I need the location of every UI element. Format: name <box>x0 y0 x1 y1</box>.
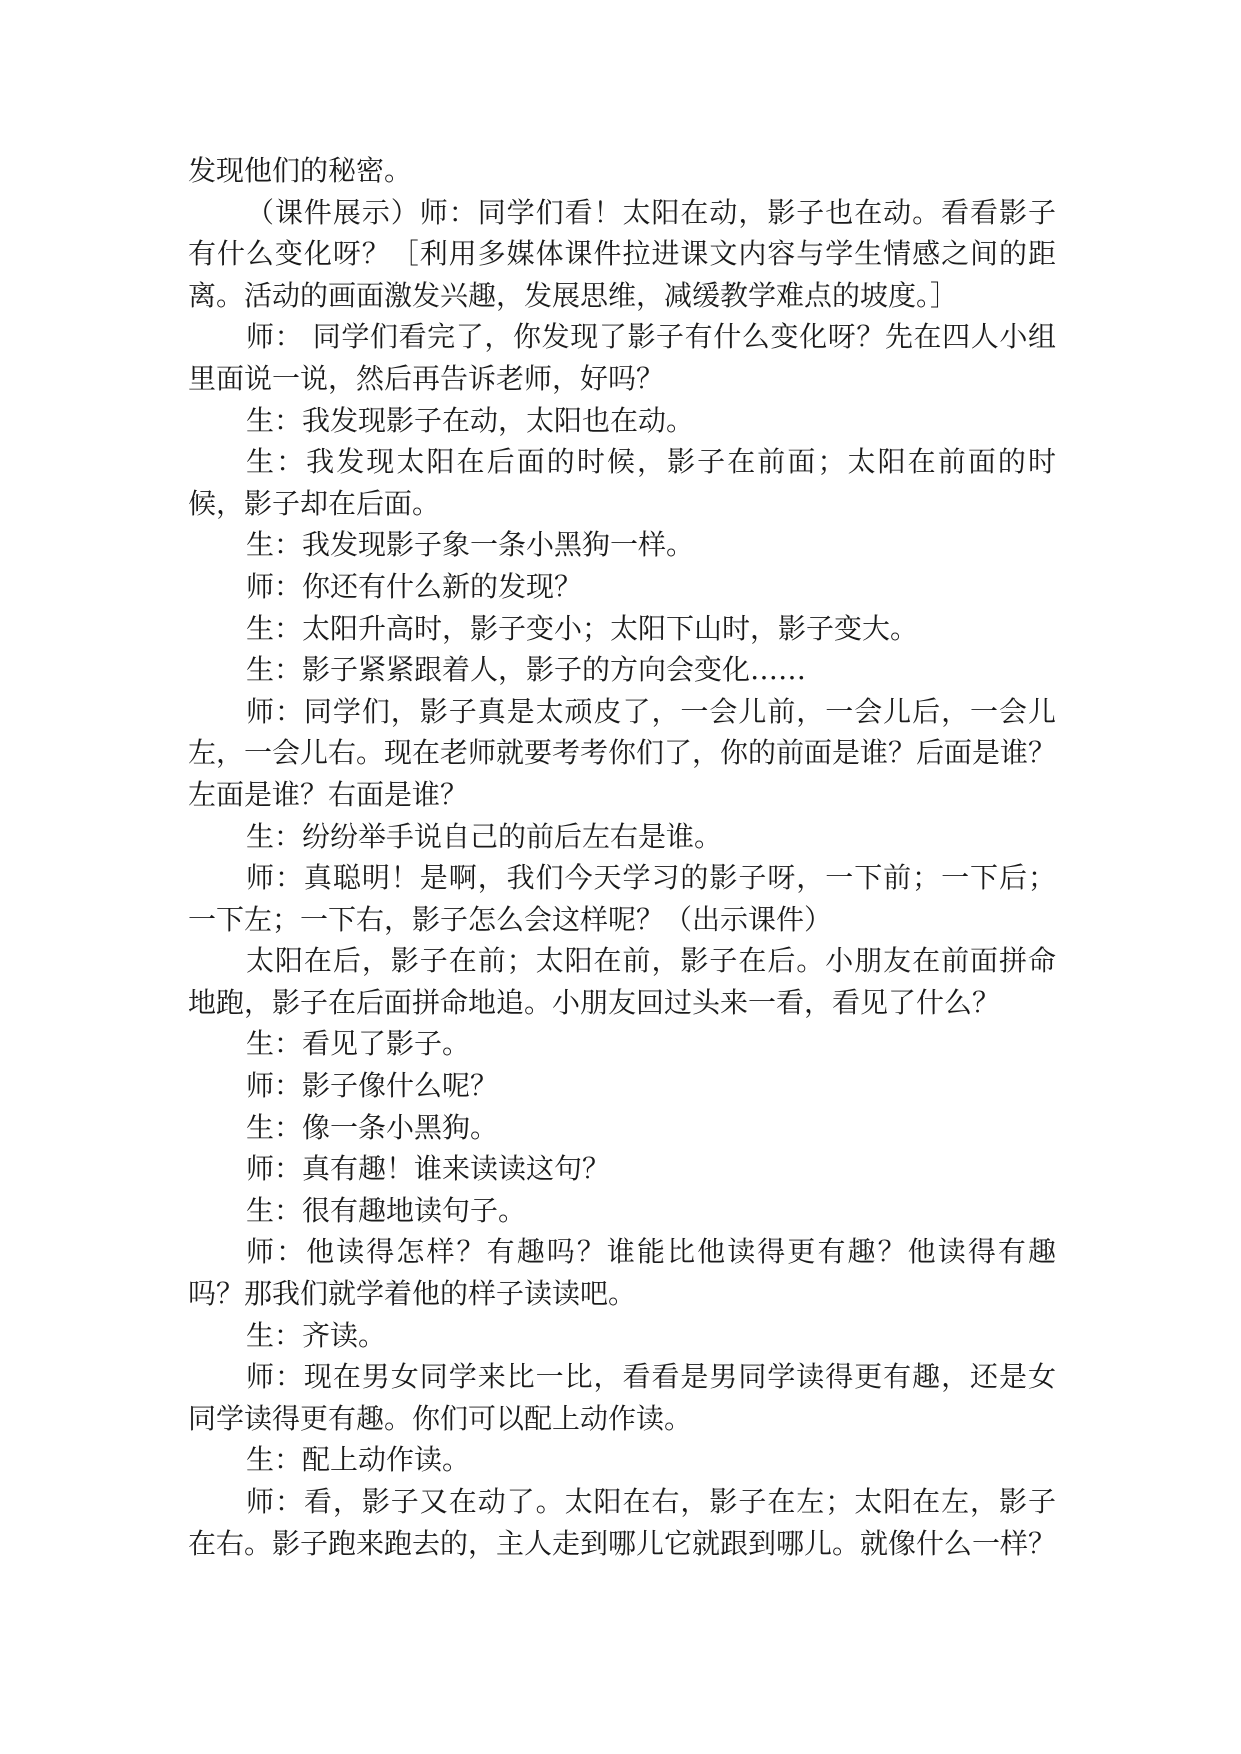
paragraph-student-answer: 生：影子紧紧跟着人，影子的方向会变化…… <box>246 653 807 687</box>
paragraph-student-answer: 生：我发现影子象一条小黑狗一样。 <box>246 528 695 562</box>
paragraph-teacher-question: 师：看，影子又在动了。太阳在右，影子在左；太阳在左，影子在右。影子跑来跑去的，主人走到哪儿它就跟到哪儿。就像什么一样？ <box>188 1485 1057 1560</box>
paragraph-intro: 发现他们的秘密。 <box>188 154 413 187</box>
paragraph-courseware-display: （课件展示）师：同学们看！太阳在动，影子也在动。看看影子有什么变化呀？［利用多媒体课件拉进课文内容与学生情感之间的距离。活动的画面激发兴趣，发展思维，减缓教学难点的坡度。］ <box>188 195 1056 312</box>
paragraph-teacher-question: 师：你还有什么新的发现？ <box>246 569 583 603</box>
paragraph-teacher-question: 师：真聪明！是啊，我们今天学习的影子呀，一下前；一下后；一下左；一下右，影子怎么会这样呢？（出示课件） <box>188 861 1056 936</box>
paragraph-teacher-question: 师： 同学们看完了，你发现了影子有什么变化呀？先在四人小组里面说一说，然后再告诉老师，好吗？ <box>188 320 1056 395</box>
paragraph-student-answer: 生：我发现太阳在后面的时候，影子在前面；太阳在前面的时候，影子却在后面。 <box>188 445 1056 520</box>
paragraph-student-answer: 生：看见了影子。 <box>246 1027 471 1061</box>
paragraph-student-answer: 生：配上动作读。 <box>246 1443 471 1477</box>
document-body <box>188 150 1056 1564</box>
paragraph-student-answer: 生：很有趣地读句子。 <box>246 1193 527 1227</box>
paragraph-student-answer: 生：齐读。 <box>246 1318 387 1352</box>
paragraph-student-answer: 生：我发现影子在动，太阳也在动。 <box>246 403 695 437</box>
paragraph-student-answer: 生：纷纷举手说自己的前后左右是谁。 <box>246 819 723 853</box>
paragraph-teacher-question: 师：他读得怎样？有趣吗？谁能比他读得更有趣？他读得有趣吗？那我们就学着他的样子读读吧。 <box>188 1235 1056 1311</box>
paragraph-teacher-question: 师：真有趣！谁来读读这句？ <box>246 1152 611 1186</box>
paragraph-teacher-question: 师：现在男女同学来比一比，看看是男同学读得更有趣，还是女同学读得更有趣。你们可以配上动作读。 <box>188 1360 1056 1435</box>
paragraph-courseware-text: 太阳在后，影子在前；太阳在前，影子在后。小朋友在前面拼命地跑，影子在后面拼命地追。小朋友回过头来一看，看见了什么？ <box>188 944 1056 1019</box>
paragraph-teacher-question: 师：同学们，影子真是太顽皮了，一会儿前，一会儿后，一会儿左，一会儿右。现在老师就要考考你们了，你的前面是谁？后面是谁？左面是谁？右面是谁？ <box>188 694 1057 811</box>
paragraph-student-answer: 生：像一条小黑狗。 <box>246 1110 499 1144</box>
paragraph-student-answer: 生：太阳升高时，影子变小；太阳下山时，影子变大。 <box>246 611 919 645</box>
paragraph-teacher-question: 师：影子像什么呢？ <box>246 1069 499 1103</box>
